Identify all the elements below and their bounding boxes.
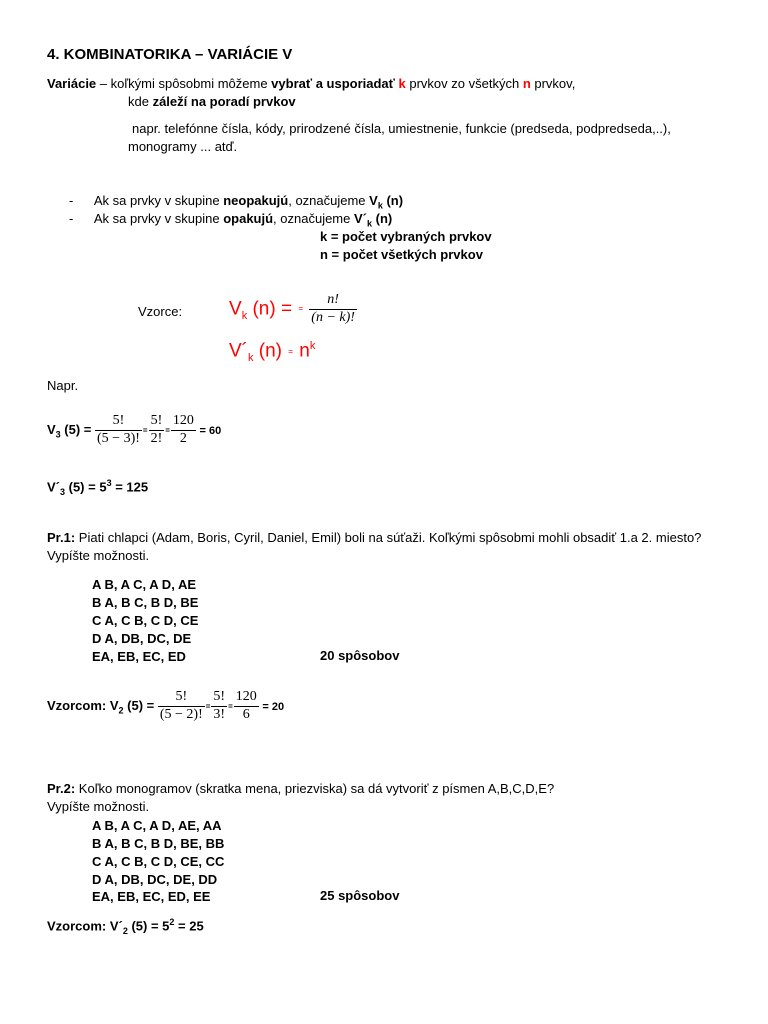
example1-sub: 3: [55, 429, 61, 440]
pr1-result: = 20: [262, 701, 285, 713]
example1-arg: (5) =: [60, 422, 96, 437]
pr2-mid: (5) = 5: [127, 918, 170, 934]
definition-dash-text: – koľkými spôsobmi môžeme: [96, 76, 272, 91]
formula1-sub: k: [241, 310, 248, 323]
bullet-symbol-sub: k: [377, 200, 383, 211]
pr1-row-5: EA, EB, EC, ED: [92, 649, 186, 664]
pr2-sup: 2: [169, 917, 175, 927]
formula2-arg: (n): [253, 340, 288, 362]
definition-line-2: [128, 95, 296, 110]
pr1-fraction-1: [158, 689, 205, 724]
pr2-instruction: Vypíšte možnosti.: [47, 799, 150, 814]
pr1-formula: [47, 686, 284, 731]
pr2-count: 25 spôsobov: [320, 888, 400, 903]
legend-n: n = počet všetkých prvkov: [320, 247, 483, 262]
example1-fraction-3: [171, 413, 196, 448]
example2-lhs: V´: [47, 479, 60, 495]
bullet-bold-word: opakujú: [223, 211, 274, 226]
bullet-symbol-arg: (n): [382, 193, 404, 208]
pr1-label: Pr.1:: [47, 530, 76, 545]
examples-line-1: napr. telefónne čísla, kódy, prirodzené čísla, umiestnenie, funkcie (predseda, podpredseda,..),: [132, 121, 671, 136]
example1-frac1-num: 5!: [95, 413, 142, 431]
formula2-sub: k: [248, 352, 254, 365]
example1-frac3-den: 2: [179, 431, 187, 447]
formula1-arg: (n) =: [247, 298, 298, 320]
pr1-frac1-num: 5!: [158, 689, 205, 707]
example1-eq-1: =: [142, 425, 148, 435]
pr1-frac1-den: (5 − 2)!: [159, 707, 203, 723]
pr1-fraction-2: [211, 689, 227, 724]
pr1-question: [47, 531, 701, 546]
formulas-label: Vzorce:: [138, 304, 183, 319]
pr1-sub: 2: [118, 705, 124, 716]
pr2-question: [47, 782, 554, 797]
pr1-row-1: A B, A C, A D, AE: [92, 577, 196, 592]
formula-variations-repetition: [229, 340, 315, 365]
example2-mid: (5) = 5: [65, 479, 107, 495]
pr1-frac3-num: 120: [234, 689, 259, 707]
definition-term: Variácie: [47, 76, 97, 91]
definition-end-text: prvkov,: [530, 76, 576, 91]
examples-line-2: monogramy ... atď.: [128, 139, 238, 154]
bullet-symbol-sub: k: [366, 218, 372, 229]
pr1-frac3-den: 6: [242, 707, 250, 723]
pr1-lhs: V: [109, 698, 119, 713]
bullet-neopakuju: [69, 194, 403, 211]
pr2-vzorcom: Vzorcom:: [47, 918, 110, 934]
example1: [47, 410, 221, 455]
pr1-frac2-den: 3!: [213, 707, 226, 723]
bullet-dash: -: [69, 211, 74, 226]
bullet-pre-text: Ak sa prvky v skupine: [93, 211, 224, 226]
pr2-lhs: V´: [109, 918, 123, 934]
definition-line-1: [47, 77, 575, 92]
pr2-row-1: A B, A C, A D, AE, AA: [92, 818, 222, 833]
bullet-symbol-arg: (n): [372, 211, 393, 226]
pr2-row-2: B A, B C, B D, BE, BB: [92, 836, 225, 851]
example1-frac2-num: 5!: [149, 413, 165, 431]
pr1-instruction: Vypíšte možnosti.: [47, 548, 150, 563]
pr2-row-4: D A, DB, DC, DE, DD: [92, 872, 218, 887]
formula1-lhs: V: [229, 298, 242, 320]
bullet-post-text: , označujeme: [288, 193, 370, 208]
formula2-rhs: n: [293, 340, 310, 362]
pr1-fraction-3: [234, 689, 259, 724]
example2-result: = 125: [111, 479, 149, 495]
pr2-sub: 2: [122, 925, 128, 936]
formula2-eq: =: [288, 346, 293, 356]
example1-fraction-2: [149, 413, 165, 448]
example1-frac1-den: (5 − 3)!: [97, 431, 140, 447]
pr2-label: Pr.2:: [47, 781, 76, 796]
pr1-text: Piati chlapci (Adam, Boris, Cyril, Daniel, Emil) boli na súťaži. Koľkými spôsobmi mohli obsadiť 1.a 2. miesto?: [75, 530, 702, 545]
definition-k: k: [398, 76, 406, 91]
example2: [47, 478, 148, 497]
example1-eq-2: =: [165, 425, 170, 435]
bullet-bold-word: neopakujú: [223, 193, 289, 208]
definition-line2-bold: záleží na poradí prvkov: [152, 94, 296, 109]
example1-result: = 60: [199, 425, 222, 437]
pr2-row-5: EA, EB, EC, ED, EE: [92, 889, 211, 904]
pr1-row-3: C A, C B, C D, CE: [92, 613, 199, 628]
example1-frac2-den: 2!: [150, 431, 163, 447]
formula1-fraction: [309, 292, 357, 327]
example1-fraction-1: [95, 413, 142, 448]
formula-variations: [229, 292, 357, 333]
pr1-frac2-num: 5!: [211, 689, 227, 707]
bullet-symbol: V: [369, 193, 378, 208]
pr1-eq-1: =: [205, 701, 211, 711]
definition-line2-prefix: kde: [128, 94, 153, 109]
definition-n: n: [522, 76, 531, 91]
napr-label: Napr.: [47, 378, 79, 393]
pr1-arg: (5) =: [123, 698, 158, 713]
formula1-numerator: n!: [309, 292, 357, 310]
example2-sub: 3: [60, 486, 66, 497]
pr2-result: = 25: [174, 918, 204, 934]
definition-mid-text: prvkov zo všetkých: [405, 76, 523, 91]
legend-k: k = počet vybraných prvkov: [320, 229, 492, 244]
formula2-sup: k: [309, 340, 316, 352]
bullet-symbol: V´: [353, 211, 367, 226]
bullet-dash: -: [69, 193, 74, 208]
pr2-text: Koľko monogramov (skratka mena, priezviska) sa dá vytvoriť z písmen A,B,C,D,E?: [75, 781, 555, 796]
definition-bold-phrase: vybrať a usporiadať: [271, 76, 395, 91]
pr1-row-4: D A, DB, DC, DE: [92, 631, 192, 646]
pr2-row-3: C A, C B, C D, CE, CC: [92, 854, 225, 869]
pr2-formula: [47, 917, 204, 936]
bullet-opakuju: [69, 212, 392, 229]
pr1-eq-2: =: [228, 701, 233, 711]
pr1-row-2: B A, B C, B D, BE: [92, 595, 199, 610]
formula2-lhs: V´: [229, 340, 248, 362]
bullet-pre-text: Ak sa prvky v skupine: [93, 193, 224, 208]
pr1-count: 20 spôsobov: [320, 648, 400, 663]
formula1-eq: =: [298, 304, 304, 314]
pr1-vzorcom: Vzorcom:: [47, 698, 110, 713]
formula1-denominator: (n − k)!: [311, 309, 355, 325]
example1-lhs: V: [47, 422, 56, 437]
example2-sup: 3: [106, 478, 112, 488]
bullet-post-text: , označujeme: [273, 211, 354, 226]
example1-frac3-num: 120: [171, 413, 196, 431]
page-title: 4. KOMBINATORIKA – VARIÁCIE V: [47, 46, 293, 63]
